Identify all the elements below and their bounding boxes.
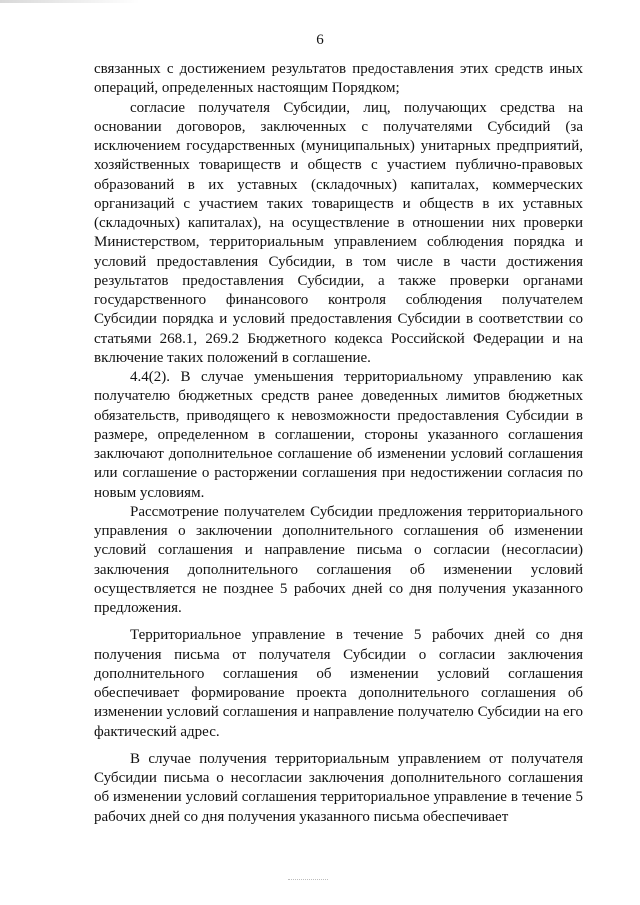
- paragraph-continuation: связанных с достижением результатов предоставления этих средств иных операций, определенных настоящим Порядком;: [94, 61, 583, 97]
- paragraph-review-proposal: Рассмотрение получателем Субсидии предложения территориального управления о заключении дополнительного соглашения об изменении условий соглашения и направление письма о согласии (несогласии) заключения дополнительного соглашения об изменении условий осуществляется не позднее 5 рабочих дней со дня получения указанного предложения.: [94, 503, 583, 616]
- scan-bottom-mark: [288, 879, 328, 881]
- scan-edge-mark: [0, 0, 140, 3]
- document-body: [94, 60, 583, 827]
- page-number: 6: [316, 32, 324, 48]
- paragraph-consent: согласие получателя Субсидии, лиц, получающих средства на основании договоров, заключенных с получателями Субсидий (за исключением государственных (муниципальных) унитарных предприятий, хозяйственных товариществ и обществ с участием публично-правовых образований в их уставных (складочных) капиталах, коммерческих организаций с участием таких товариществ и обществ в их уставных (складочных) капиталах), на осуществление в отношении них проверки Министерством, территориальным управлением соблюдения порядка и условий предоставления Субсидии, в том числе в части достижения результатов предоставления Субсидии, а также проверки органами государственного финансового контроля соблюдения получателем Субсидии порядка и условий предоставления Субсидии в соответствии со статьями 268.1, 269.2 Бюджетного кодекса Российской Федерации и на включение таких положений в соглашение.: [94, 99, 583, 366]
- paragraph-territorial-agreement: Территориальное управление в течение 5 рабочих дней со дня получения письма от получателя Субсидии о согласии заключения дополнительного соглашения об изменении условий соглашения обеспечивает формирование проекта дополнительного соглашения об изменении условий соглашения и направление получателю Субсидии на его фактический адрес.: [94, 627, 583, 740]
- paragraph-disagreement: В случае получения территориальным управлением от получателя Субсидии письма о несогласии заключения дополнительного соглашения об изменении условий соглашения территориальное управление в течение 5 рабочих дней со дня получения указанного письма обеспечивает: [94, 750, 583, 825]
- paragraph-clause-4-4-2: 4.4(2). В случае уменьшения территориальному управлению как получателю бюджетных средств ранее доведенных лимитов бюджетных обязательств, приводящего к невозможности предоставления Субсидии в размере, определенном в соглашении, стороны указанного соглашения заключают дополнительное соглашение об изменении условий соглашения или соглашение о расторжении соглашения при недостижении согласия по новым условиям.: [94, 369, 583, 501]
